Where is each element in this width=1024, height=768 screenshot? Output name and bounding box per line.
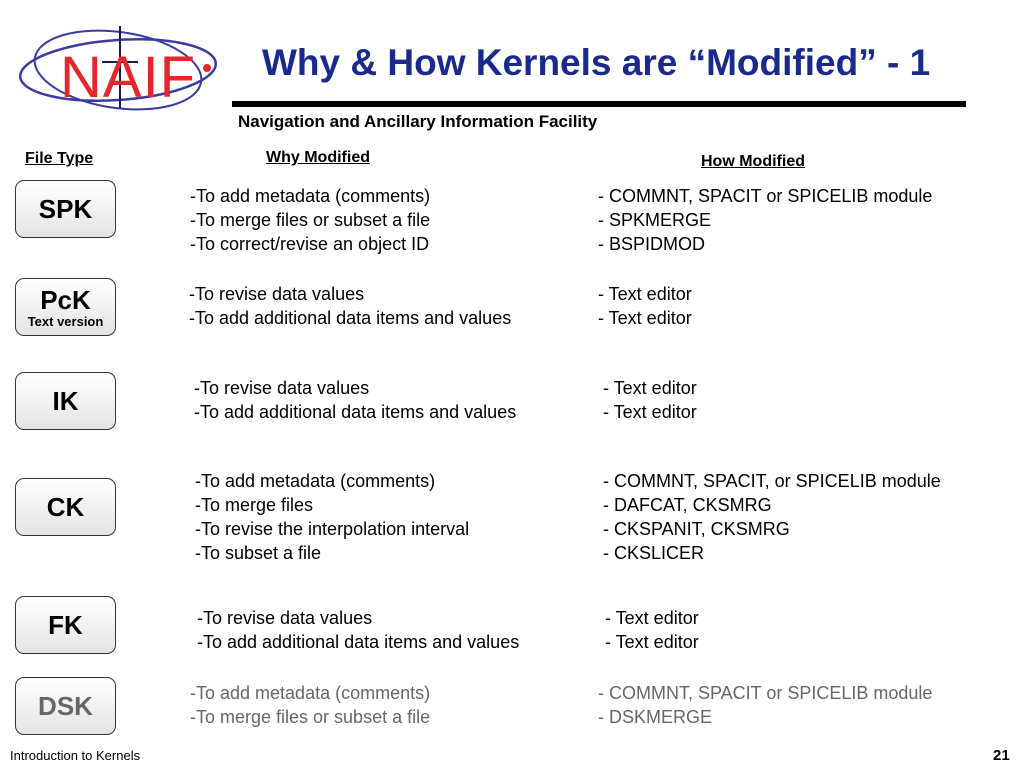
how-list-spk <box>598 184 932 256</box>
file-type-box-fk <box>15 596 116 654</box>
file-type-box-ik <box>15 372 116 430</box>
how-item: - COMMNT, SPACIT, or SPICELIB module <box>603 471 941 491</box>
footer-label: Introduction to Kernels <box>10 748 141 763</box>
file-type-box-pck <box>15 278 116 336</box>
why-list-ck <box>195 469 469 565</box>
file-type-label: FK <box>48 610 83 640</box>
how-item: - Text editor <box>603 378 697 398</box>
how-item: - Text editor <box>605 608 699 628</box>
title-divider <box>232 101 966 107</box>
why-item: -To merge files or subset a file <box>190 707 431 727</box>
how-item: - DSKMERGE <box>598 707 713 727</box>
why-item: -To merge files <box>195 495 314 515</box>
why-list-pck <box>189 282 511 330</box>
how-list-fk <box>605 606 699 654</box>
why-item: -To revise data values <box>194 378 370 398</box>
why-list-dsk <box>190 681 430 729</box>
how-item: - Text editor <box>598 284 692 304</box>
file-type-label: DSK <box>38 691 93 721</box>
how-item: - CKSLICER <box>603 543 705 563</box>
how-item: - Text editor <box>603 402 697 422</box>
why-item: -To revise data values <box>189 284 365 304</box>
why-item: -To add additional data items and values <box>189 308 512 328</box>
why-list-fk <box>197 606 519 654</box>
why-item: -To subset a file <box>195 543 322 563</box>
why-item: -To add additional data items and values <box>194 402 517 422</box>
how-item: - BSPIDMOD <box>598 234 706 254</box>
column-header-how: How Modified <box>701 153 805 170</box>
page-subtitle: Navigation and Ancillary Information Facility <box>238 112 598 131</box>
why-item: -To add metadata (comments) <box>195 471 436 491</box>
how-list-pck <box>598 282 692 330</box>
why-item: -To add metadata (comments) <box>190 683 431 703</box>
why-item: -To correct/revise an object ID <box>190 234 430 254</box>
why-list-spk <box>190 184 430 256</box>
how-item: - COMMNT, SPACIT or SPICELIB module <box>598 683 933 703</box>
file-type-box-ck <box>15 478 116 536</box>
naif-logo <box>14 22 226 118</box>
file-type-label: IK <box>52 386 79 416</box>
why-item: -To revise data values <box>197 608 373 628</box>
file-type-label: CK <box>46 492 85 522</box>
column-header-file-type: File Type <box>25 150 94 167</box>
why-item: -To add metadata (comments) <box>190 186 431 206</box>
why-item: -To revise the interpolation interval <box>195 519 470 539</box>
how-item: - Text editor <box>598 308 692 328</box>
how-list-ik <box>603 376 697 424</box>
why-item: -To add additional data items and values <box>197 632 520 652</box>
file-type-sublabel: Text version <box>27 313 104 329</box>
how-item: - DAFCAT, CKSMRG <box>603 495 772 515</box>
how-item: - COMMNT, SPACIT or SPICELIB module <box>598 186 933 206</box>
page-title: Why & How Kernels are “Modified” - 1 <box>262 42 931 83</box>
why-list-ik <box>194 376 516 424</box>
how-item: - SPKMERGE <box>598 210 712 230</box>
file-type-box-spk <box>15 180 116 238</box>
column-header-why: Why Modified <box>266 149 370 166</box>
logo-text: NAIF <box>60 45 197 110</box>
how-item: - Text editor <box>605 632 699 652</box>
how-item: - CKSPANIT, CKSMRG <box>603 519 790 539</box>
file-type-box-dsk <box>15 677 116 735</box>
how-list-ck <box>603 469 941 565</box>
why-item: -To merge files or subset a file <box>190 210 431 230</box>
how-list-dsk <box>598 681 932 729</box>
page-number: 21 <box>993 747 1010 764</box>
file-type-label: PcK <box>40 284 91 315</box>
file-type-label: SPK <box>38 194 93 224</box>
